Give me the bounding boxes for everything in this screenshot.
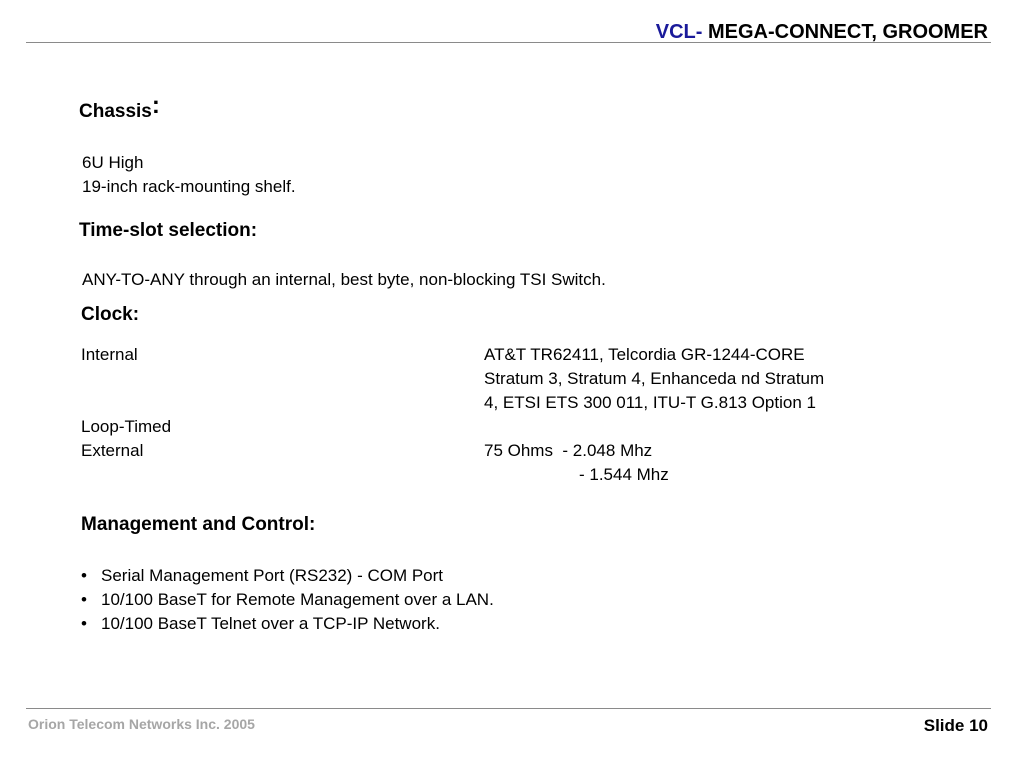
clock-value: 75 Ohms - 2.048 Mhz [484,441,653,460]
list-item-text: Serial Management Port (RS232) - COM Port [101,566,444,585]
list-item-text: 10/100 BaseT Telnet over a TCP-IP Network. [101,614,440,633]
bullet-icon: • [81,566,87,585]
clock-value: 4, ETSI ETS 300 011, ITU-T G.813 Option 1 [484,393,816,412]
clock-label: Loop-Timed [81,417,172,436]
clock-heading: Clock: [81,304,140,325]
title-prefix: VCL- [655,21,703,43]
footer-divider [26,708,991,709]
management-list [81,564,494,636]
chassis-line: 19-inch rack-mounting shelf. [82,177,296,196]
timeslot-heading: Time-slot selection: [79,220,258,241]
clock-label: Internal [81,345,138,364]
slide-title [656,21,988,44]
timeslot-text: ANY-TO-ANY through an internal, best byte, non-blocking TSI Switch. [82,270,606,289]
bullet-icon: • [81,614,87,633]
footer-company: Orion Telecom Networks Inc. 2005 [28,716,255,732]
clock-value: AT&T TR62411, Telcordia GR-1244-CORE [484,345,805,364]
management-heading: Management and Control: [81,514,316,535]
chassis-heading [79,92,160,124]
clock-value: - 1.544 Mhz [579,465,669,484]
chassis-line: 6U High [82,153,144,172]
list-item [81,564,494,588]
list-item [81,588,494,612]
chassis-heading-text: Chassis [79,101,152,122]
clock-value: Stratum 3, Stratum 4, Enhanceda nd Stratum [484,369,825,388]
bullet-icon: • [81,590,87,609]
list-item [81,612,494,636]
title-rest: MEGA-CONNECT, GROOMER [702,21,988,43]
slide-number: Slide 10 [923,716,988,735]
list-item-text: 10/100 BaseT for Remote Management over a LAN. [101,590,494,609]
clock-label: External [81,441,144,460]
header-divider [26,42,991,43]
chassis-heading-colon: : [151,92,160,119]
